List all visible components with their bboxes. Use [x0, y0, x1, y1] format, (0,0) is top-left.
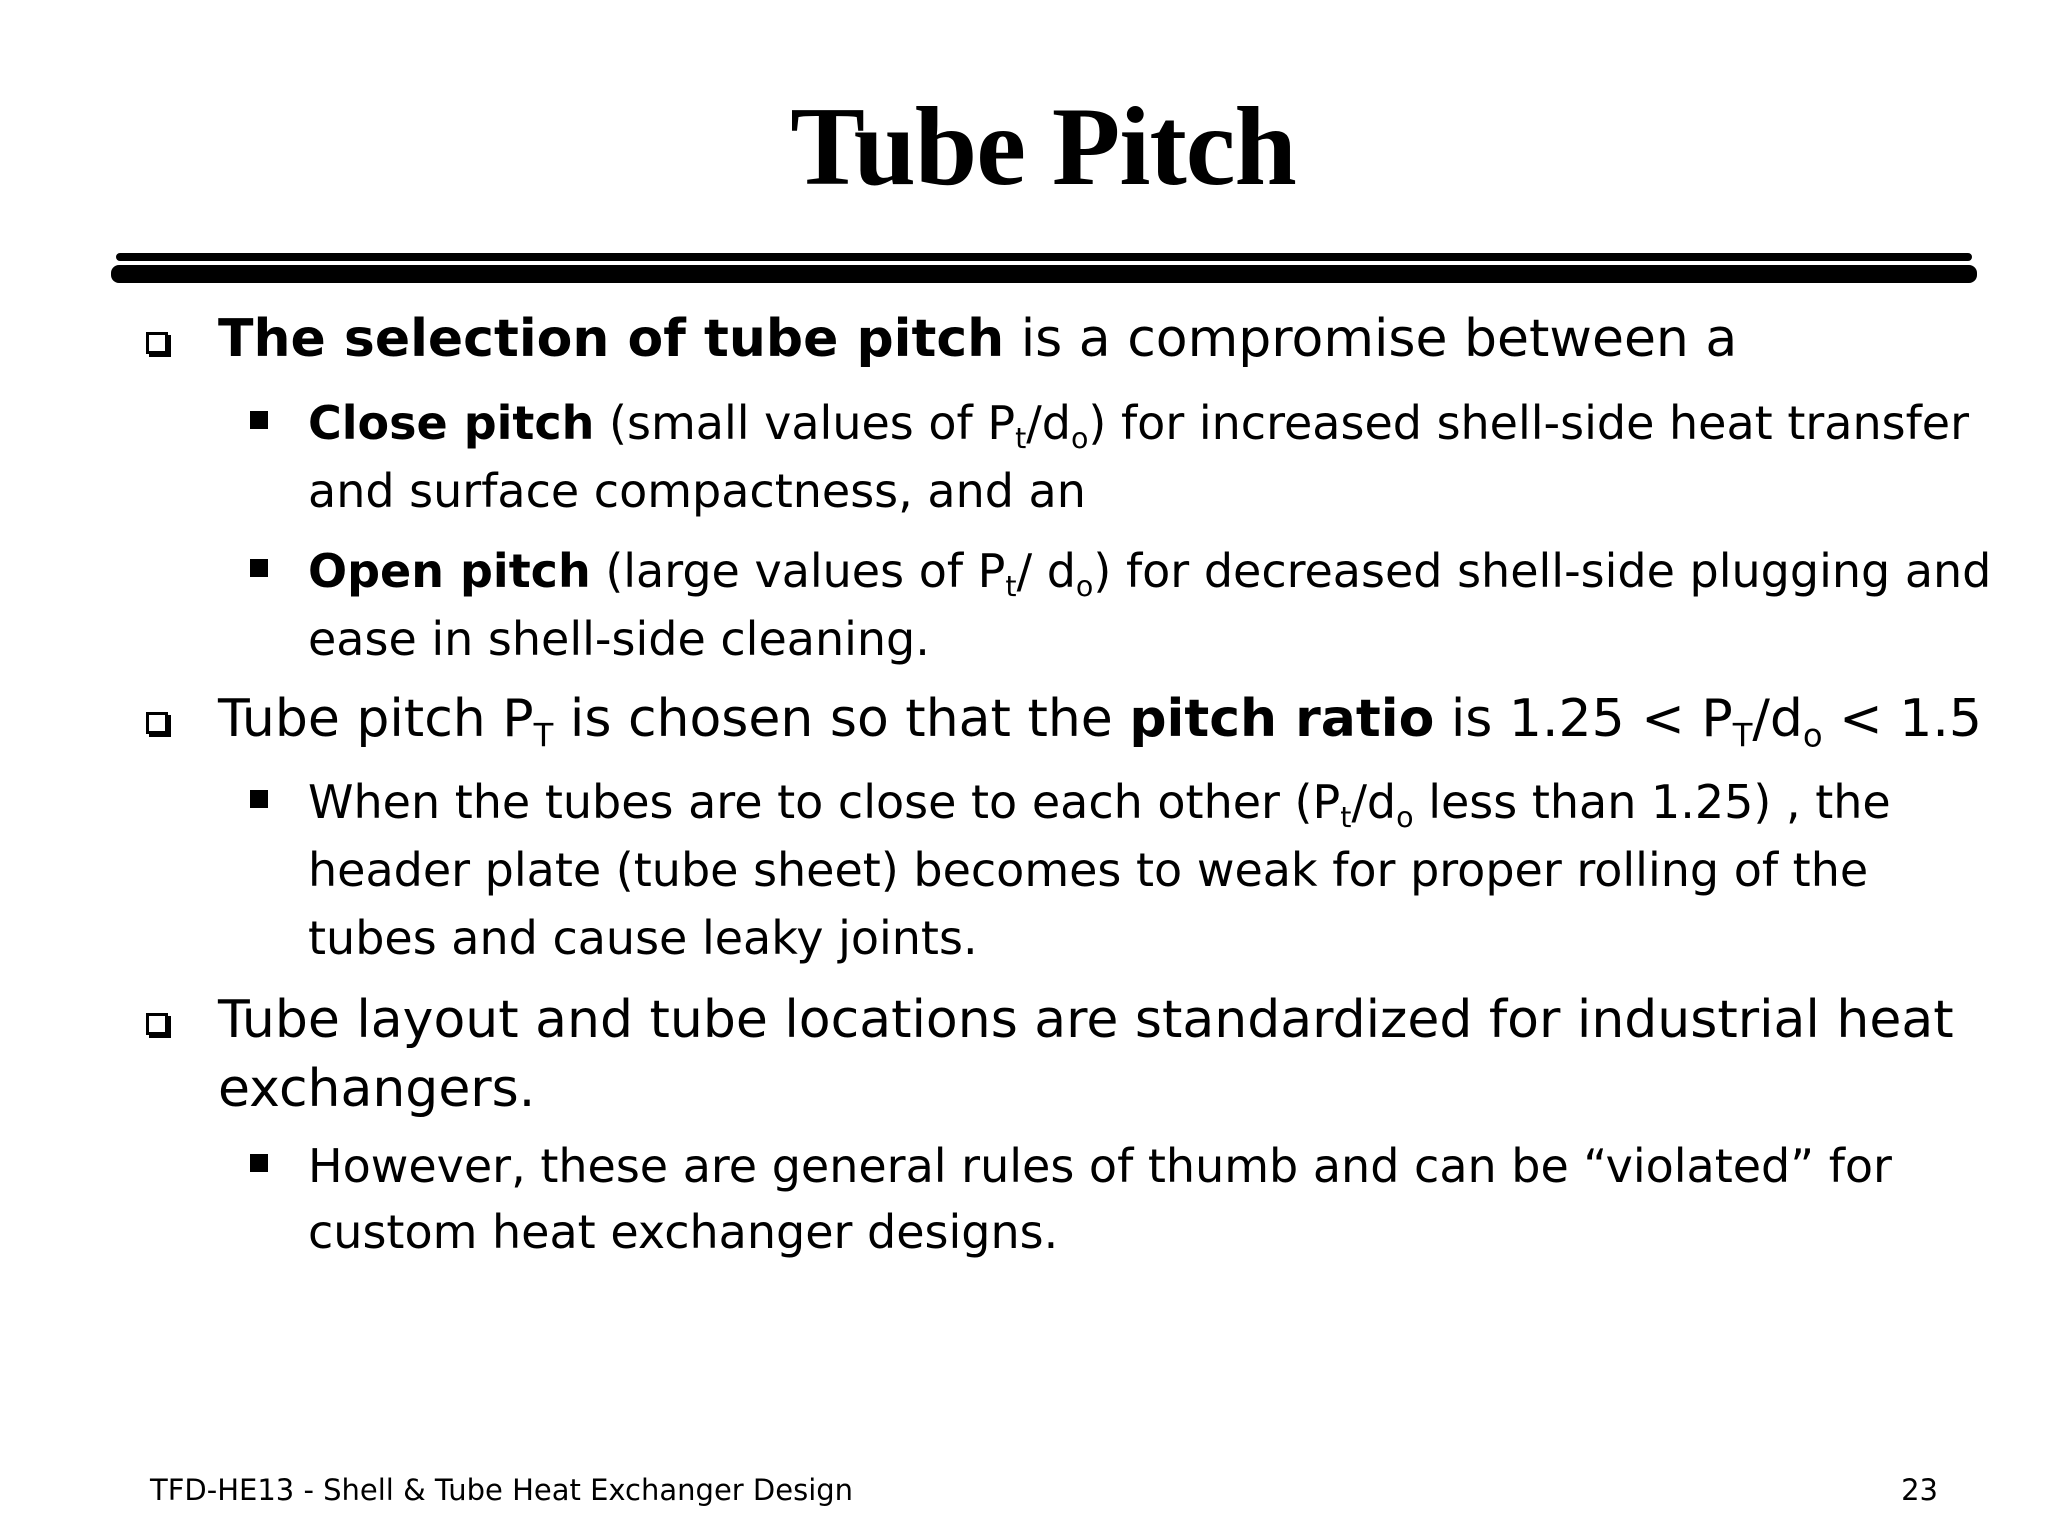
b3-sub-line-2: custom heat exchanger designs.	[308, 1205, 1059, 1259]
sub-1-line-1	[308, 389, 2008, 457]
square-bullet-icon	[250, 559, 268, 577]
text-run: /d	[1752, 689, 1803, 749]
text-run: /d	[1026, 396, 1071, 450]
subscript: o	[1070, 422, 1089, 456]
square-bullet-icon	[250, 790, 268, 808]
box-bullet-icon	[146, 332, 168, 354]
subscript: T	[533, 716, 554, 755]
subscript: o	[1075, 570, 1094, 604]
box-bullet-icon	[146, 712, 168, 734]
title-rule-thick	[111, 265, 1977, 283]
text-run: is chosen so that the	[553, 689, 1130, 749]
text-run: When the tubes are to close to each other (P	[308, 775, 1341, 829]
b2-sub-line-2: header plate (tube sheet) becomes to weak for proper rolling of the	[308, 843, 1869, 897]
close-pitch-bold: Close pitch	[308, 396, 595, 450]
box-bullet-icon	[146, 1013, 168, 1035]
sub-1-line-2: and surface compactness, and an	[308, 464, 1086, 518]
text-run: < 1.5	[1822, 689, 1982, 749]
text-run: Tube pitch P	[218, 689, 534, 749]
text-run: is 1.25 < P	[1434, 689, 1733, 749]
footer-page-number: 23	[1901, 1473, 1938, 1507]
square-bullet-icon	[250, 1154, 268, 1172]
subscript: t	[1015, 422, 1027, 456]
title-rule-thin	[116, 253, 1972, 261]
sub-2-line-1	[308, 537, 2008, 605]
open-pitch-bold: Open pitch	[308, 544, 591, 598]
subscript: o	[1396, 801, 1414, 835]
bullet-3-line-1: Tube layout and tube locations are standardized for industrial heat	[218, 990, 1954, 1050]
text-run: less than 1.25) , the	[1413, 775, 1891, 829]
subscript: o	[1802, 716, 1823, 755]
subscript: T	[1732, 716, 1753, 755]
text-run: ) for increased shell-side heat transfer	[1088, 396, 1969, 450]
subscript: t	[1340, 801, 1352, 835]
b3-sub-line-1: However, these are general rules of thumb and can be “violated” for	[308, 1139, 1892, 1193]
subscript: t	[1005, 570, 1017, 604]
bullet-1-rest: is a compromise between a	[1004, 309, 1738, 369]
bullet-2-text	[218, 685, 2008, 754]
text-run: /d	[1351, 775, 1397, 829]
text-run: ) for decreased shell-side plugging and	[1093, 544, 1992, 598]
text-run: / d	[1016, 544, 1076, 598]
square-bullet-icon	[250, 411, 268, 429]
b2-sub-line-3: tubes and cause leaky joints.	[308, 911, 978, 965]
text-run: (large values of P	[590, 544, 1006, 598]
b2-sub-line-1	[308, 768, 2008, 836]
footer-course-title: TFD-HE13 - Shell & Tube Heat Exchanger Design	[150, 1473, 854, 1507]
pitch-ratio-bold: pitch ratio	[1129, 689, 1435, 749]
bullet-3-line-2: exchangers.	[218, 1059, 536, 1119]
slide-title: Tube Pitch	[790, 85, 1296, 209]
text-run: (small values of P	[594, 396, 1016, 450]
sub-2-line-2: ease in shell-side cleaning.	[308, 612, 930, 666]
bullet-1-bold: The selection of tube pitch	[218, 309, 1005, 369]
bullet-1-text	[218, 305, 2008, 374]
